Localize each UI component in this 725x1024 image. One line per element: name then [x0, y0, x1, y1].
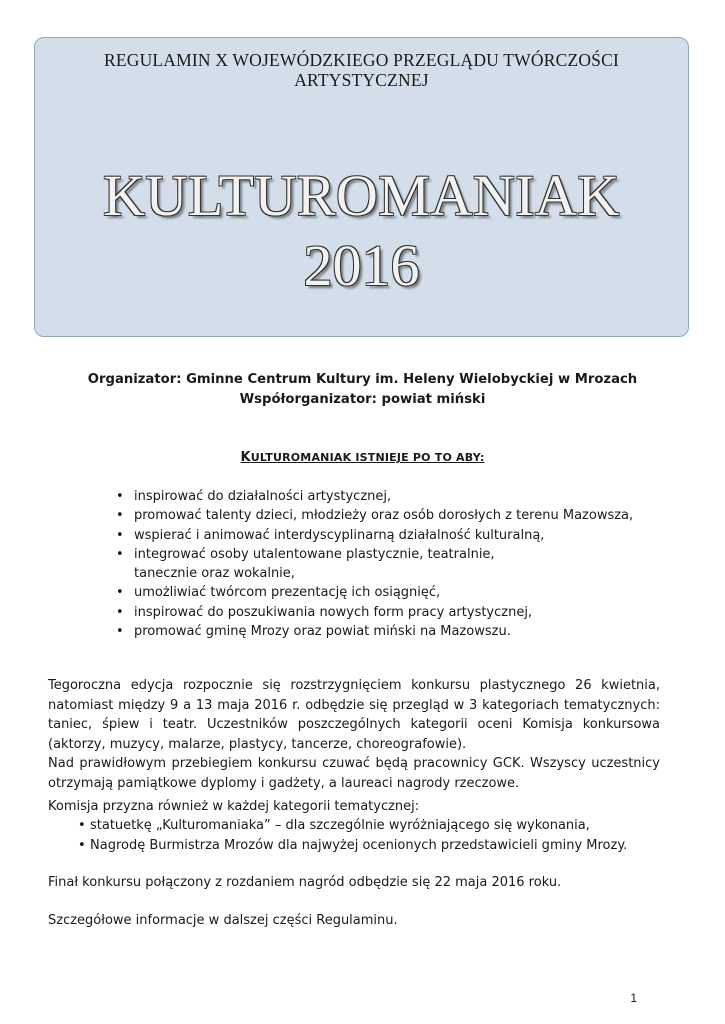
list-item: • statuetkę „Kulturomaniaka” – dla szczególnie wyróżniającego się wykonania,: [78, 816, 678, 836]
aims-heading-colon: :: [479, 451, 485, 464]
aims-list: [116, 487, 676, 641]
regulation-subtitle: REGULAMIN X WOJEWÓDZKIEGO PRZEGLĄDU TWÓRCZOŚCI ARTYSTYCZNEJ: [103, 50, 620, 90]
paragraph-line: natomiast między 9 a 13 maja 2016 r. odbędzie się przegląd w 3 kategoriach tematycznych:: [48, 697, 660, 713]
list-item: • Nagrodę Burmistrza Mrozów dla najwyżej ocenionych przedstawicieli gminy Mrozy.: [78, 836, 678, 856]
title-banner: [34, 37, 689, 337]
paragraph-line: Tegoroczna edycja rozpocznie się rozstrzygnięciem konkursu plastycznego 26 kwietnia,: [48, 678, 660, 693]
aims-heading-initial: K: [240, 450, 251, 465]
paragraph-line: (aktorzy, muzycy, malarze, plastycy, tancerze, choreografowie).: [48, 736, 467, 752]
paragraph-line: taniec, śpiew i teatr. Uczestników poszczególnych kategorii oceni Komisja konkursowa: [48, 717, 660, 733]
aims-heading-rest: ULTUROMANIAK ISTNIEJE PO TO ABY: [250, 451, 480, 464]
supervision-paragraph: [48, 754, 660, 793]
list-item: • umożliwiać twórcom prezentację ich osiągnięć,: [116, 583, 676, 602]
coorganizer-line: Współorganizator: powiat miński: [239, 392, 486, 407]
event-year: 2016: [303, 233, 420, 298]
jury-awards-intro: Komisja przyzna również w każdej kategorii tematycznej:: [48, 799, 420, 814]
list-item: • promować gminę Mrozy oraz powiat miński na Mazowszu.: [116, 622, 676, 641]
paragraph-line: otrzymają pamiątkowe dyplomy i gadżety, a laureaci nagrody rzeczowe.: [48, 775, 520, 791]
list-item: • integrować osoby utalentowane plastycznie, teatralnie, tanecznie oraz wokalnie,: [116, 545, 676, 584]
event-title: KULTUROMANIAK: [103, 163, 620, 228]
final-paragraph: Finał konkursu połączony z rozdaniem nagród odbędzie się 22 maja 2016 roku.: [48, 875, 562, 890]
list-item: • promować talenty dzieci, młodzieży oraz osób dorosłych z terenu Mazowsza,: [116, 506, 676, 525]
paragraph-line: Nad prawidłowym przebiegiem konkursu czuwać będą pracownicy GCK. Wszyscy uczestnicy: [48, 756, 660, 771]
page-number: 1: [630, 991, 637, 1005]
details-paragraph: Szczegółowe informacje w dalszej części Regulaminu.: [48, 913, 398, 928]
aims-heading: [0, 450, 725, 465]
organizers-block: [0, 370, 725, 410]
list-item: • inspirować do poszukiwania nowych form pracy artystycznej,: [116, 603, 676, 622]
list-item: • inspirować do działalności artystycznej,: [116, 487, 676, 506]
list-item: • wspierać i animować interdyscyplinarną działalność kulturalną,: [116, 526, 676, 545]
organizer-line: Organizator: Gminne Centrum Kultury im. Heleny Wielobyckiej w Mrozach: [87, 372, 638, 387]
edition-paragraph: [48, 676, 660, 754]
awards-list: [78, 816, 678, 855]
